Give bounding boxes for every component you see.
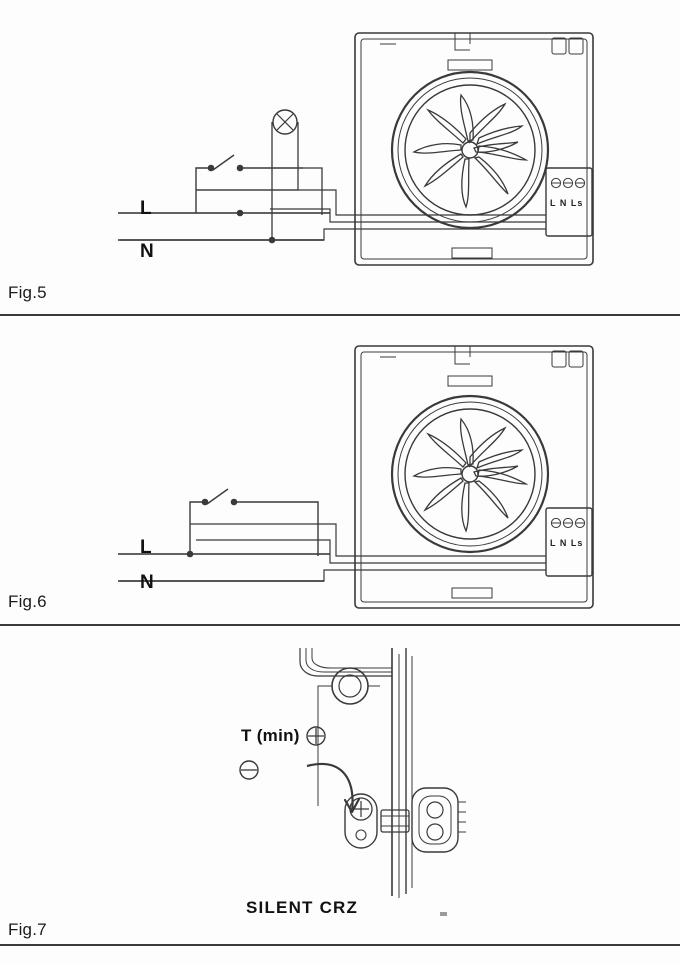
divider-3 <box>0 944 680 946</box>
fig5-drawing <box>0 0 680 316</box>
fig5-neutral-label: N <box>140 241 155 262</box>
figure-fig7 <box>0 626 680 964</box>
fig5-live-label: L <box>140 198 153 219</box>
figure-label-fig6: Fig.6 <box>8 592 47 611</box>
fig6-live-label: L <box>140 537 153 558</box>
fig6-drawing <box>0 316 680 626</box>
fig6-terminal-caption: L N Ls <box>550 538 584 548</box>
figure-label-fig5: Fig.5 <box>8 283 47 302</box>
figure-label-fig7: Fig.7 <box>8 920 47 939</box>
model-label: SILENT CRZ <box>246 898 359 917</box>
figure-fig5 <box>0 0 680 316</box>
fig6-neutral-label: N <box>140 572 155 593</box>
fig5-terminal-caption: L N Ls <box>550 198 584 208</box>
speck-mark <box>440 912 447 916</box>
timer-label: T (min) <box>241 726 300 745</box>
figure-fig6 <box>0 316 680 626</box>
